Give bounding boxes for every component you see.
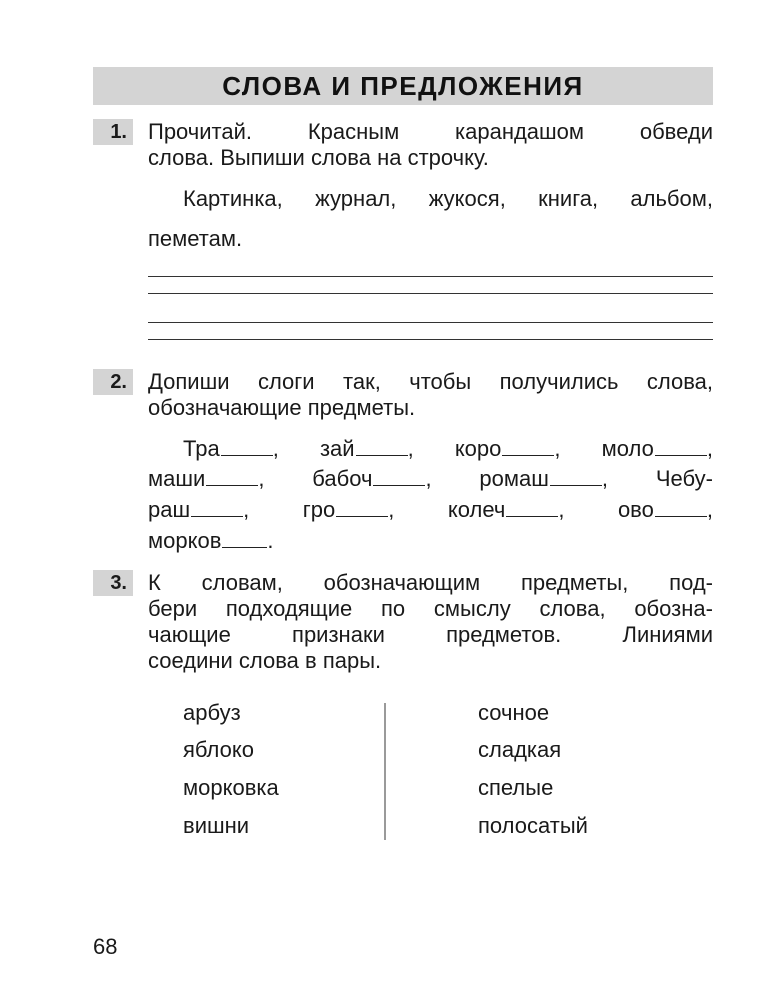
task-1-words-line2: пеметам. (148, 226, 243, 251)
word: предметов. (446, 622, 562, 647)
word: карандашом (455, 119, 585, 144)
left-word[interactable]: вишни (183, 813, 250, 838)
word: слова, (539, 596, 606, 621)
word: бери (148, 596, 198, 621)
writing-line[interactable] (148, 339, 713, 340)
task-3-instruction-line4: соедини слова в пары. (148, 648, 382, 673)
page-number: 68 (93, 934, 118, 959)
blank-field[interactable] (550, 467, 602, 486)
word: по (381, 596, 406, 621)
syllable-item: ромаш , (479, 466, 609, 491)
writing-line[interactable] (148, 322, 713, 323)
syllable-word-tail: Чебу- (655, 466, 713, 491)
blank-field[interactable] (222, 529, 267, 548)
word: книга, (538, 186, 599, 211)
blank-field[interactable] (502, 437, 554, 456)
writing-line[interactable] (148, 293, 713, 294)
word: Картинка, (183, 186, 283, 211)
writing-line[interactable] (148, 276, 713, 277)
word: Красным (307, 119, 400, 144)
syllable-item: колеч , (447, 497, 565, 522)
task-1-instruction-line1 (148, 119, 713, 145)
word: признаки (292, 622, 385, 647)
left-word[interactable]: морковка (183, 775, 279, 800)
word: смыслу (433, 596, 511, 621)
blank-field[interactable] (506, 498, 558, 517)
word: получились (499, 369, 619, 394)
syllable: морков (148, 528, 222, 553)
task-1-instruction-line2: слова. Выпиши слова на строчку. (148, 145, 489, 170)
syllable-item: Тра , (183, 436, 279, 461)
left-word[interactable]: яблоко (183, 737, 254, 762)
syllable-row-1 (183, 436, 713, 462)
section-title-bar (93, 67, 713, 105)
word: Допиши (148, 369, 230, 394)
column-divider (384, 703, 386, 840)
right-word[interactable]: спелые (478, 775, 554, 800)
word: жукося, (428, 186, 506, 211)
task-3-number: 3. (93, 570, 133, 596)
word: обозначающим (323, 570, 481, 595)
word: словам, (201, 570, 283, 595)
blank-field[interactable] (655, 437, 707, 456)
word: предметы, (520, 570, 629, 595)
task-3-instruction-line2 (148, 596, 713, 622)
word: чтобы (409, 369, 472, 394)
blank-field[interactable] (336, 498, 388, 517)
task-2-instruction-line2: обозначающие предметы. (148, 395, 416, 420)
word: обозна- (634, 596, 713, 621)
word: подходящие (225, 596, 353, 621)
word: слова, (646, 369, 713, 394)
syllable-item: гро , (302, 497, 395, 522)
word: К (148, 570, 161, 595)
syllable-item: зай , (319, 436, 414, 461)
syllable-item: маши , (148, 466, 265, 491)
left-word[interactable]: арбуз (183, 700, 241, 725)
word: Линиями (622, 622, 713, 647)
task-1-number: 1. (93, 119, 133, 145)
right-word[interactable]: сочное (478, 700, 550, 725)
syllable-row-2 (148, 466, 713, 492)
blank-field[interactable] (221, 437, 273, 456)
syllable-item: коро , (454, 436, 561, 461)
syllable-item: бабоч , (312, 466, 432, 491)
blank-field[interactable] (373, 467, 425, 486)
right-word[interactable]: сладкая (478, 737, 562, 762)
section-title: СЛОВА И ПРЕДЛОЖЕНИЯ (222, 70, 584, 101)
blank-field[interactable] (191, 498, 243, 517)
blank-field[interactable] (356, 437, 408, 456)
word: так, (343, 369, 381, 394)
word: журнал, (315, 186, 397, 211)
word: альбом, (630, 186, 713, 211)
task-3-instruction-line3 (148, 622, 713, 648)
word: слоги (257, 369, 315, 394)
word: обведи (639, 119, 713, 144)
syllable-item: раш , (148, 497, 250, 522)
syllable-item: ово , (617, 497, 713, 522)
word: Прочитай. (148, 119, 253, 144)
task-3-instruction-line1 (148, 570, 713, 596)
task-2-instruction-line1 (148, 369, 713, 395)
word: чающие (148, 622, 231, 647)
syllable-item: моло , (601, 436, 713, 461)
word: под- (669, 570, 713, 595)
task-1-words-line1 (183, 186, 713, 212)
syllable-row-3 (148, 497, 713, 523)
right-word[interactable]: полосатый (478, 813, 588, 838)
syllable-row-4: морков . (148, 528, 274, 553)
blank-field[interactable] (206, 467, 258, 486)
blank-field[interactable] (655, 498, 707, 517)
task-2-number: 2. (93, 369, 133, 395)
